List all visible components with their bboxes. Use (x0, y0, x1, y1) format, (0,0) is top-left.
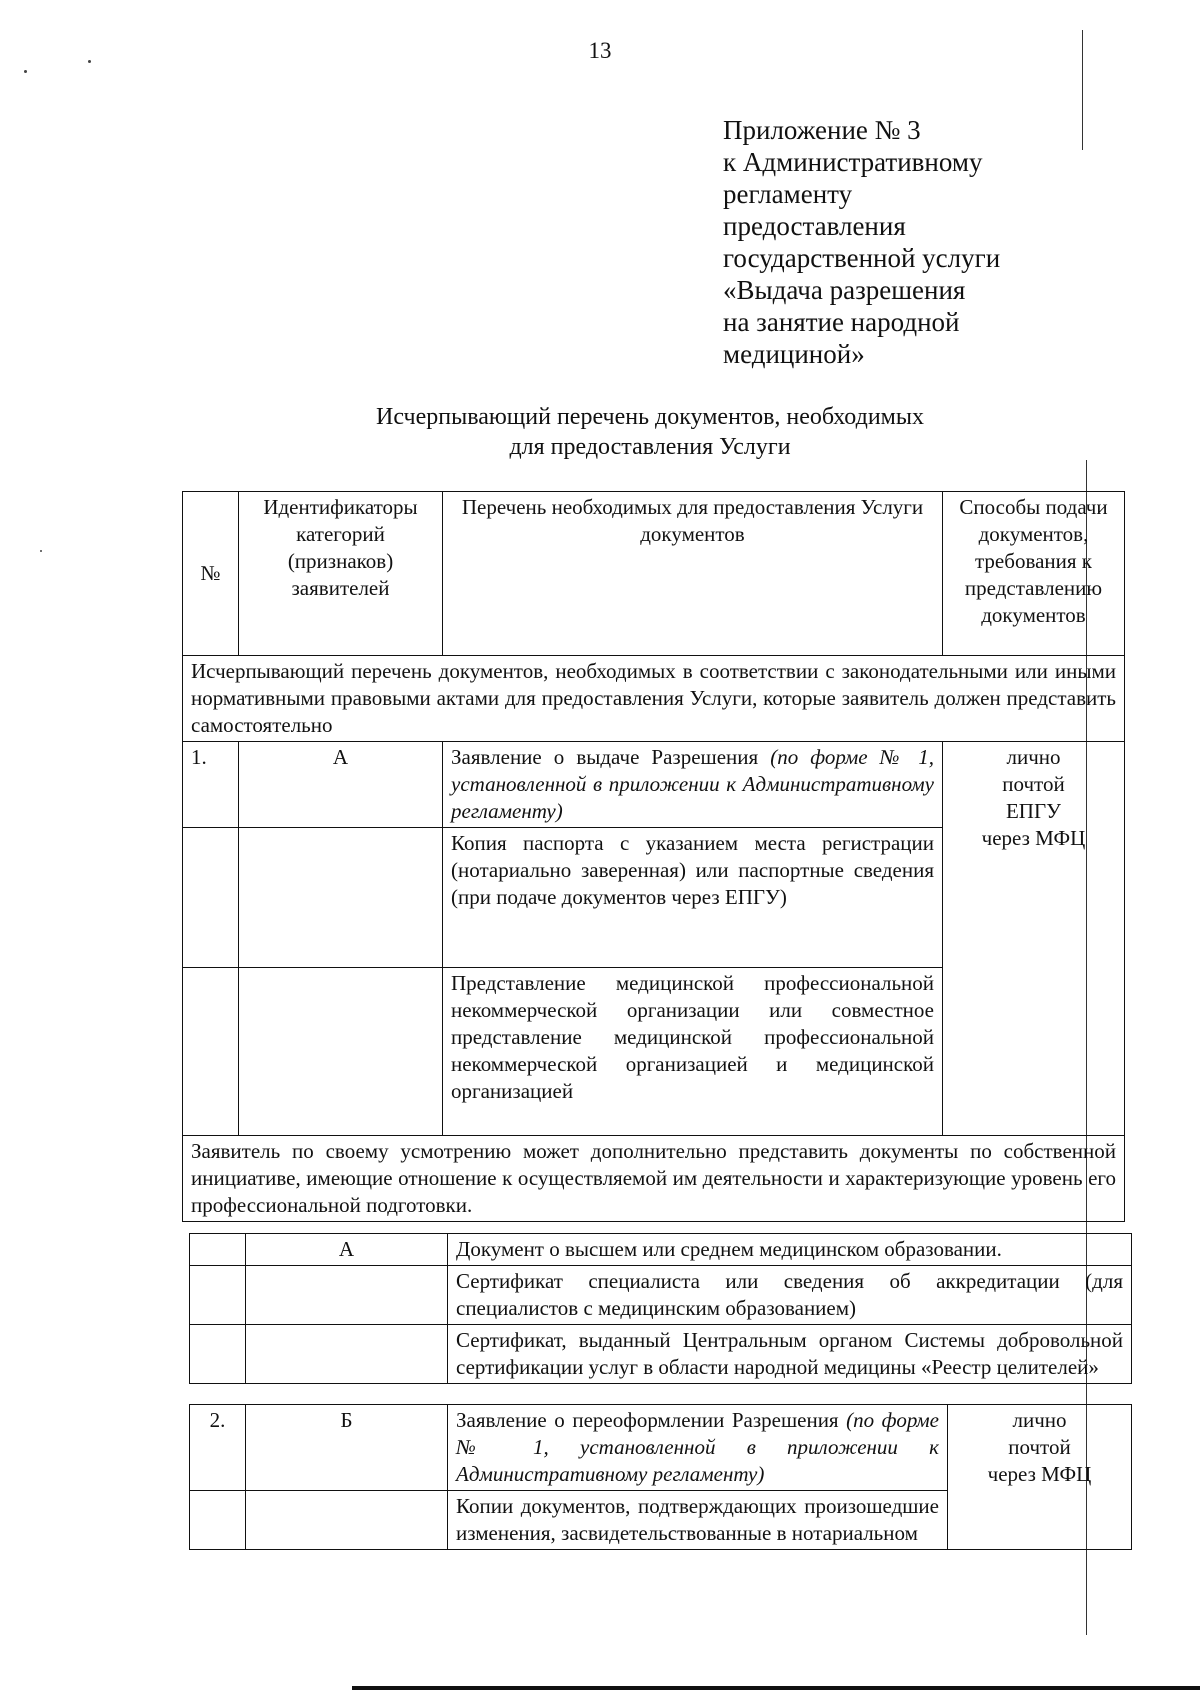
document-text: Копия паспорта с указанием места регистрации (нотариально заверенная) или паспортные сведения (при подаче документов через ЕПГУ) (443, 828, 943, 968)
row-category: А (246, 1234, 448, 1266)
row-category-empty (246, 1491, 448, 1550)
document-text: Заявление о переоформлении Разрешения (456, 1408, 847, 1432)
row-category: А (239, 742, 443, 828)
row-number: 1. (183, 742, 239, 828)
row-category-empty (246, 1325, 448, 1384)
row-category-empty (246, 1266, 448, 1325)
appendix-line: медициной» (723, 339, 865, 369)
page-number: 13 (588, 38, 612, 63)
row-category-empty (239, 828, 443, 968)
section-row (183, 1136, 1125, 1222)
appendix-line: государственной услуги (723, 243, 1001, 273)
header-methods: Способы подачи документов, требования к представлению документов (943, 492, 1125, 656)
header-documents: Перечень необходимых для предоставления Услуги документов (443, 492, 943, 656)
appendix-header (723, 114, 1063, 370)
scan-bottom-bar (352, 1686, 1200, 1690)
scan-speck (88, 60, 91, 63)
section-row (183, 656, 1125, 742)
optional-documents-table (189, 1233, 1132, 1384)
document-note: (по форме № 1, установленной в приложении к Административному регламенту) (451, 745, 934, 823)
row-number: 2. (190, 1405, 246, 1491)
section-optional-text: Заявитель по своему усмотрению может дополнительно представить документы по собственной инициативе, имеющие отношение к осуществляемой им деятельности и характеризующие уровень его профессиональной подготовки. (183, 1136, 1125, 1222)
document-note: (по форме № 1, установленной в приложении к Административному регламенту) (456, 1408, 939, 1486)
scan-speck (40, 550, 42, 552)
scan-speck (24, 70, 27, 73)
method-item: почтой (1008, 1435, 1071, 1459)
method-item: через МФЦ (987, 1462, 1092, 1486)
document-text: Документ о высшем или среднем медицинском образовании. (448, 1234, 1132, 1266)
row-number-empty (183, 968, 239, 1136)
scan-edge-line (1082, 30, 1083, 150)
method-item: через МФЦ (981, 826, 1086, 850)
table-row (190, 1325, 1132, 1384)
submission-methods (943, 742, 1125, 1136)
table-row (190, 1266, 1132, 1325)
document-title-line2: для предоставления Услуги (509, 434, 791, 460)
row-number-empty (190, 1234, 246, 1266)
row-number-empty (190, 1325, 246, 1384)
row-number-empty (183, 828, 239, 968)
appendix-line: предоставления (723, 211, 906, 241)
header-category: Идентификаторы категорий (признаков) заявителей (239, 492, 443, 656)
document-text: Представление медицинской профессиональной некоммерческой организации или совместное представление медицинской профессиональной некоммерческой организацией и медицинской организацией (443, 968, 943, 1136)
method-item: лично (1012, 1408, 1067, 1432)
document-text: Сертификат, выданный Центральным органом Системы добровольной сертификации услуг в области народной медицины «Реестр целителей» (448, 1325, 1132, 1384)
table-row (183, 742, 1125, 828)
appendix-line: к Административному (723, 147, 983, 177)
document-text: Копии документов, подтверждающих произошедшие изменения, засвидетельствованные в нотариальном (448, 1491, 948, 1550)
header-num: № (183, 492, 239, 656)
documents-table-continued (189, 1404, 1132, 1550)
method-item: лично (1006, 745, 1061, 769)
table-row (190, 1234, 1132, 1266)
row-category: Б (246, 1405, 448, 1491)
document-title (280, 402, 1020, 462)
row-number-empty (190, 1491, 246, 1550)
appendix-line: «Выдача разрешения (723, 275, 966, 305)
row-category-empty (239, 968, 443, 1136)
method-item: ЕПГУ (1005, 799, 1061, 823)
submission-methods (948, 1405, 1132, 1550)
document-cell (448, 1405, 948, 1491)
method-item: почтой (1002, 772, 1065, 796)
document-title-line1: Исчерпывающий перечень документов, необходимых (376, 404, 924, 430)
appendix-line: регламенту (723, 179, 853, 209)
document-text: Сертификат специалиста или сведения об аккредитации (для специалистов с медицинским образованием) (448, 1266, 1132, 1325)
appendix-line: Приложение № 3 (723, 115, 921, 145)
row-number-empty (190, 1266, 246, 1325)
table-row (190, 1405, 1132, 1491)
appendix-line: на занятие народной (723, 307, 960, 337)
document-text: Заявление о выдаче Разрешения (451, 745, 771, 769)
section-mandatory-text: Исчерпывающий перечень документов, необходимых в соответствии с законодательными или иными нормативными правовыми актами для предоставления Услуги, которые заявитель должен представить самостоятельно (183, 656, 1125, 742)
documents-table (182, 491, 1125, 1222)
table-header-row (183, 492, 1125, 656)
document-cell (443, 742, 943, 828)
